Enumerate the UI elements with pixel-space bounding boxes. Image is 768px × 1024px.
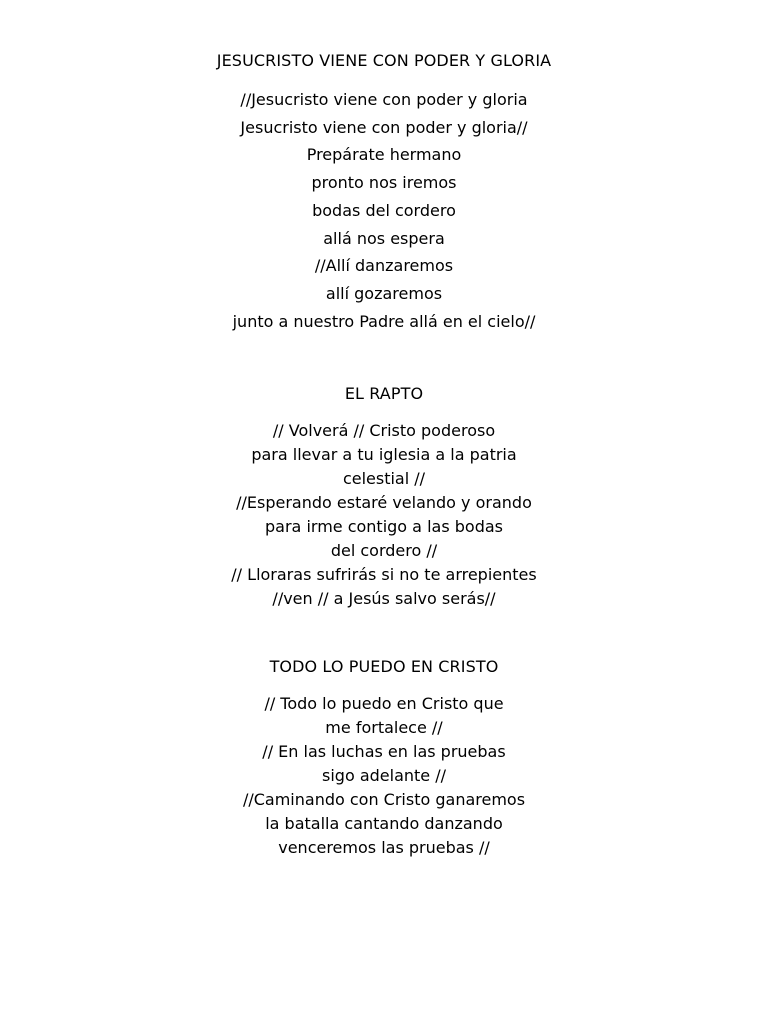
lyric-line: sigo adelante // xyxy=(322,766,446,785)
song-todo-lo-puedo xyxy=(0,656,768,860)
lyric-line: del cordero // xyxy=(330,541,438,560)
lyric-line: bodas del cordero xyxy=(312,200,456,220)
lyric-line: venceremos las pruebas // xyxy=(278,838,490,857)
lyric-line: pronto nos iremos xyxy=(311,173,457,193)
lyric-line: la batalla cantando danzando xyxy=(265,814,503,833)
lyric-line: // Volverá // Cristo poderoso xyxy=(272,421,496,440)
lyric-line: para llevar a tu iglesia a la patria xyxy=(251,445,517,464)
lyric-line: Prepárate hermano xyxy=(306,145,462,165)
lyric-line: // Todo lo puedo en Cristo que xyxy=(264,694,504,713)
lyric-line: // En las luchas en las pruebas xyxy=(262,742,506,761)
lyric-line: //Allí danzaremos xyxy=(314,256,454,276)
song-title: JESUCRISTO VIENE CON PODER Y GLORIA xyxy=(216,51,552,70)
song-title: TODO LO PUEDO EN CRISTO xyxy=(269,657,499,676)
song-lyrics xyxy=(0,419,768,611)
lyric-line: me fortalece // xyxy=(325,718,443,737)
song-lyrics xyxy=(0,692,768,860)
lyric-line: para irme contigo a las bodas xyxy=(265,517,503,536)
lyric-line: //Esperando estaré velando y orando xyxy=(236,493,532,512)
lyric-line: allí gozaremos xyxy=(325,283,443,303)
lyric-line: Jesucristo viene con poder y gloria// xyxy=(240,117,528,137)
song-el-rapto xyxy=(0,383,768,611)
song-lyrics xyxy=(0,86,768,335)
lyric-line: allá nos espera xyxy=(323,228,445,248)
lyric-line: //Jesucristo viene con poder y gloria xyxy=(240,90,528,109)
lyric-line: //Caminando con Cristo ganaremos xyxy=(242,790,526,809)
lyric-line: junto a nuestro Padre allá en el cielo// xyxy=(232,311,536,331)
lyric-line: //ven // a Jesús salvo serás// xyxy=(272,589,496,608)
lyric-line: celestial // xyxy=(342,469,426,488)
lyric-line: // Lloraras sufrirás si no te arrepientes xyxy=(231,565,537,584)
song-title: EL RAPTO xyxy=(344,384,424,403)
song-jesucristo-viene xyxy=(0,50,768,335)
